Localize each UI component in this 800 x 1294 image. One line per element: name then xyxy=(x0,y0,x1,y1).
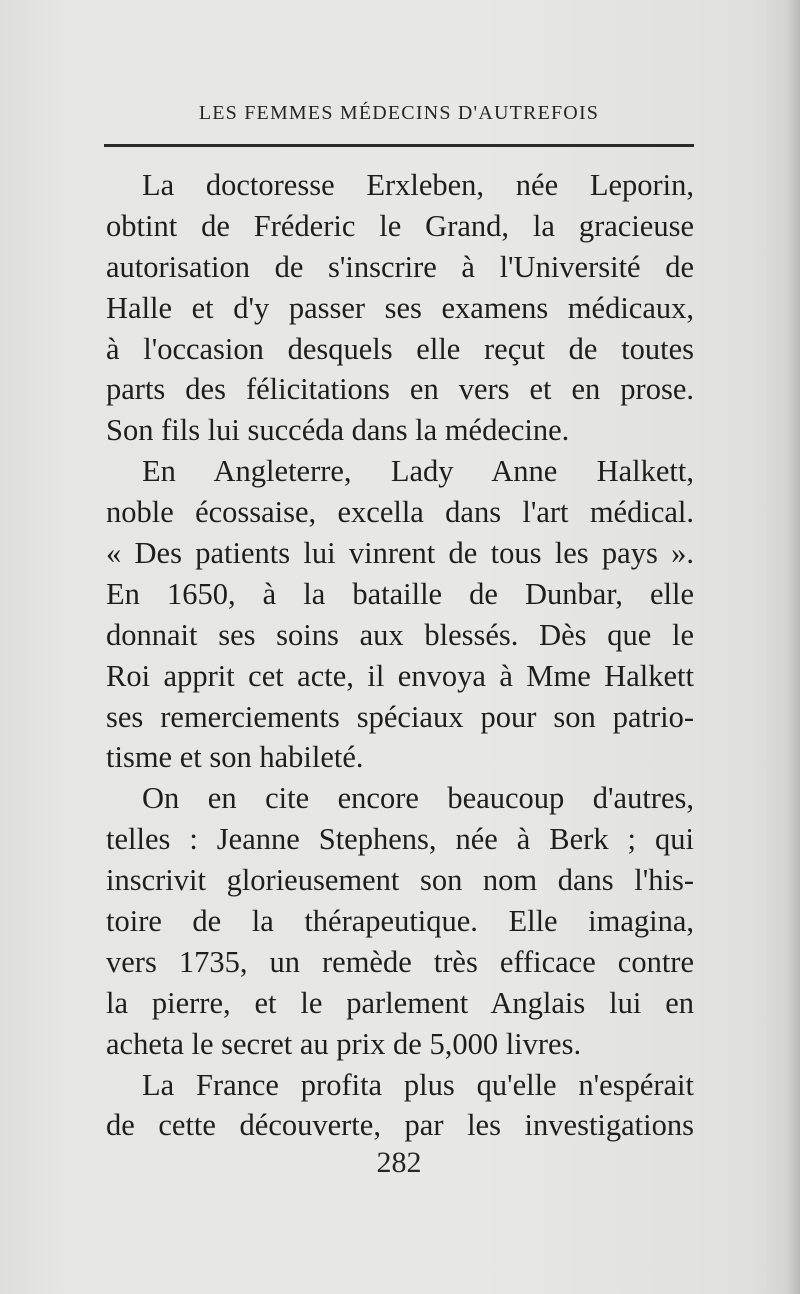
header-rule xyxy=(104,144,694,147)
text-line: « Des patients lui vinrent de tous les pays ». xyxy=(106,536,694,571)
text-line: acheta le secret au prix de 5,000 livres. xyxy=(106,1026,582,1061)
text-line: à l'occasion desquels elle reçut de toutes xyxy=(106,331,694,366)
text-line: obtint de Fréderic le Grand, la gracieuse xyxy=(106,208,694,243)
text-line: telles : Jeanne Stephens, née à Berk ; qui xyxy=(106,822,694,857)
text-line: parts des félicitations en vers et en prose. xyxy=(106,372,694,407)
text-line: Son fils lui succéda dans la médecine. xyxy=(106,413,570,448)
text-line: En Angleterre, Lady Anne Halkett, xyxy=(142,454,694,489)
text-line: Halle et d'y passer ses examens médicaux, xyxy=(106,290,694,325)
text-line: autorisation de s'inscrire à l'Université de xyxy=(106,249,694,284)
page-number: 282 xyxy=(376,1146,422,1179)
text-line: tisme et son habileté. xyxy=(106,740,364,775)
text-line: la pierre, et le parlement Anglais lui en xyxy=(106,985,694,1020)
text-line: vers 1735, un remède très efficace contre xyxy=(106,944,694,979)
running-title: LES FEMMES MÉDECINS D'AUTREFOIS xyxy=(198,102,600,124)
text-line: de cette découverte, par les investigations xyxy=(106,1108,694,1143)
text-line: Roi apprit cet acte, il envoya à Mme Halkett xyxy=(106,658,694,693)
text-line: ses remerciements spéciaux pour son patrio- xyxy=(106,699,694,734)
text-line: La France profita plus qu'elle n'espérait xyxy=(142,1067,694,1102)
page-edge-shadow xyxy=(786,0,800,1294)
body-text xyxy=(106,165,694,1146)
text-line: toire de la thérapeutique. Elle imagina, xyxy=(106,904,694,939)
text-line: En 1650, à la bataille de Dunbar, elle xyxy=(106,576,694,611)
text-line: On en cite encore beaucoup d'autres, xyxy=(142,781,694,816)
text-line: inscrivit glorieusement son nom dans l'his- xyxy=(106,863,694,898)
text-line: noble écossaise, excella dans l'art médical. xyxy=(106,495,694,530)
text-line: donnait ses soins aux blessés. Dès que le xyxy=(106,617,694,652)
text-line: La doctoresse Erxleben, née Leporin, xyxy=(142,168,694,202)
